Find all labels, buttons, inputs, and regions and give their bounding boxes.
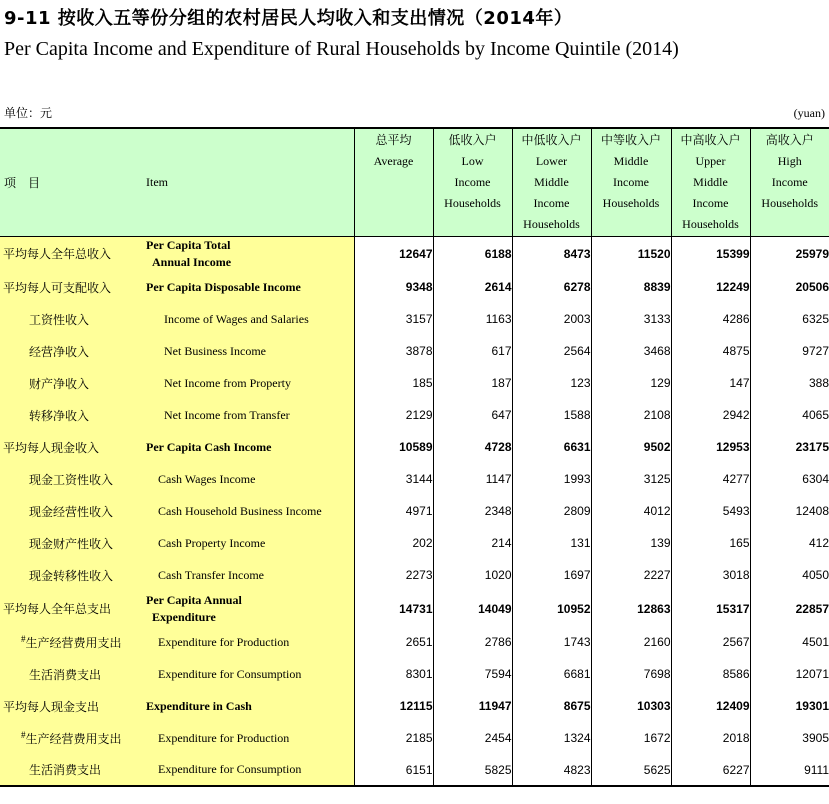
- value-cell: 1697: [512, 559, 591, 591]
- value-cell: 2348: [433, 495, 512, 527]
- value-cell: 9502: [591, 431, 671, 463]
- value-cell: 12409: [671, 690, 750, 722]
- column-header-english-line: Middle: [534, 175, 569, 189]
- value-cell: 15317: [671, 591, 750, 626]
- item-header-chinese: 项 目: [4, 176, 41, 190]
- value-cell: 8586: [671, 658, 750, 690]
- column-header-english-line: Households: [444, 196, 501, 210]
- column-header-chinese: 中等收入户: [600, 133, 661, 147]
- value-cell: 1324: [512, 722, 591, 754]
- value-cell: 10303: [591, 690, 671, 722]
- value-cell: 8473: [512, 236, 591, 271]
- value-cell: 4501: [750, 626, 829, 658]
- row-label-english: Per Capita Annual: [146, 592, 242, 607]
- value-cell: 14731: [354, 591, 433, 626]
- table-row: [0, 399, 829, 431]
- row-label-chinese: 平均每人全年总支出: [3, 602, 112, 616]
- row-label-cell: [0, 271, 354, 303]
- table-row: [0, 591, 829, 626]
- row-label-cell: [0, 495, 354, 527]
- table-row: [0, 431, 829, 463]
- value-cell: 1163: [433, 303, 512, 335]
- table-row: [0, 335, 829, 367]
- value-cell: 9111: [750, 754, 829, 786]
- row-label-english-continued: Expenditure: [152, 609, 216, 624]
- value-cell: 6278: [512, 271, 591, 303]
- value-cell: 2454: [433, 722, 512, 754]
- row-label-chinese: 财产净收入: [29, 376, 90, 391]
- table-row: [0, 495, 829, 527]
- column-header-english-line: Average: [373, 154, 414, 168]
- value-cell: 3468: [591, 335, 671, 367]
- value-cell: 9348: [354, 271, 433, 303]
- value-cell: 4012: [591, 495, 671, 527]
- value-cell: 187: [433, 367, 512, 399]
- column-header-english-line: Income: [454, 175, 491, 189]
- value-cell: 23175: [750, 431, 829, 463]
- row-label-english: Per Capita Cash Income: [146, 439, 272, 454]
- value-cell: 617: [433, 335, 512, 367]
- value-cell: 12408: [750, 495, 829, 527]
- value-cell: 2273: [354, 559, 433, 591]
- value-cell: 15399: [671, 236, 750, 271]
- value-cell: 6188: [433, 236, 512, 271]
- value-cell: 3905: [750, 722, 829, 754]
- table-row: [0, 754, 829, 786]
- value-cell: 6151: [354, 754, 433, 786]
- column-header-average: [354, 128, 433, 236]
- row-label-cell: [0, 303, 354, 335]
- value-cell: 25979: [750, 236, 829, 271]
- value-cell: 4065: [750, 399, 829, 431]
- value-cell: 214: [433, 527, 512, 559]
- unit-label-english: (yuan): [793, 106, 825, 120]
- column-header-english-line: Low: [461, 154, 484, 168]
- row-label-cell: [0, 591, 354, 626]
- value-cell: 123: [512, 367, 591, 399]
- value-cell: 2942: [671, 399, 750, 431]
- row-label-chinese: 平均每人现金收入: [3, 440, 100, 455]
- value-cell: 14049: [433, 591, 512, 626]
- column-header-english-line: Households: [761, 196, 819, 210]
- value-cell: 2160: [591, 626, 671, 658]
- value-cell: 1588: [512, 399, 591, 431]
- row-label-cell: [0, 658, 354, 690]
- row-label-english: Expenditure for Consumption: [158, 762, 302, 776]
- value-cell: 7698: [591, 658, 671, 690]
- row-label-chinese: 现金经营性收入: [29, 504, 114, 519]
- value-cell: 6681: [512, 658, 591, 690]
- row-label-chinese: 平均每人可支配收入: [3, 280, 112, 295]
- column-header-chinese: 中低收入户: [521, 133, 582, 147]
- value-cell: 11947: [433, 690, 512, 722]
- row-label-chinese: 现金财产性收入: [29, 536, 114, 551]
- row-label-cell: [0, 236, 354, 271]
- value-cell: 11520: [591, 236, 671, 271]
- value-cell: 6227: [671, 754, 750, 786]
- row-label-cell: [0, 690, 354, 722]
- value-cell: 3157: [354, 303, 433, 335]
- row-label-chinese: 平均每人全年总收入: [3, 247, 112, 262]
- value-cell: 5825: [433, 754, 512, 786]
- row-label-cell: [0, 722, 354, 754]
- value-cell: 2185: [354, 722, 433, 754]
- row-label-english: Income of Wages and Salaries: [164, 311, 309, 326]
- table-row: [0, 722, 829, 754]
- value-cell: 12115: [354, 690, 433, 722]
- value-cell: 131: [512, 527, 591, 559]
- row-label-chinese: 生产经营费用支出: [25, 731, 122, 746]
- column-header-english-line: Middle: [613, 154, 649, 168]
- table-header-row: [0, 128, 829, 236]
- value-cell: 12249: [671, 271, 750, 303]
- value-cell: 8301: [354, 658, 433, 690]
- row-label-english: Cash Wages Income: [158, 471, 256, 486]
- value-cell: 2108: [591, 399, 671, 431]
- column-header-english-line: Households: [523, 217, 580, 231]
- column-header-middle-income: [591, 128, 671, 236]
- column-header-chinese: 高收入户: [765, 133, 814, 147]
- item-header-english: Item: [146, 175, 168, 189]
- value-cell: 4050: [750, 559, 829, 591]
- row-label-english-continued: Annual Income: [152, 254, 232, 269]
- row-label-english: Expenditure for Production: [158, 730, 290, 745]
- value-cell: 2018: [671, 722, 750, 754]
- row-label-cell: [0, 335, 354, 367]
- column-header-english-line: Income: [613, 175, 649, 189]
- value-cell: 412: [750, 527, 829, 559]
- row-label-english: Expenditure for Production: [158, 634, 290, 649]
- value-cell: 20506: [750, 271, 829, 303]
- row-label-english: Cash Transfer Income: [158, 567, 264, 582]
- row-label-english: Expenditure for Consumption: [158, 666, 302, 681]
- value-cell: 388: [750, 367, 829, 399]
- column-header-high-income: [750, 128, 829, 236]
- table-row: [0, 271, 829, 303]
- value-cell: 3133: [591, 303, 671, 335]
- row-label-english: Net Business Income: [164, 343, 266, 358]
- row-label-cell: [0, 754, 354, 786]
- table-row: [0, 658, 829, 690]
- value-cell: 165: [671, 527, 750, 559]
- column-header-lower-middle-income: [512, 128, 591, 236]
- value-cell: 10952: [512, 591, 591, 626]
- value-cell: 4277: [671, 463, 750, 495]
- value-cell: 3018: [671, 559, 750, 591]
- row-label-english: Per Capita Total: [146, 237, 231, 252]
- row-label-chinese: 经营净收入: [29, 344, 90, 359]
- row-label-chinese: 生活消费支出: [29, 667, 102, 682]
- unit-label-chinese: 单位：元: [4, 106, 53, 120]
- value-cell: 22857: [750, 591, 829, 626]
- row-label-english: Net Income from Property: [164, 375, 291, 390]
- row-label-cell: [0, 367, 354, 399]
- row-label-cell: [0, 559, 354, 591]
- table-row: [0, 236, 829, 271]
- value-cell: 6631: [512, 431, 591, 463]
- column-header-upper-middle-income: [671, 128, 750, 236]
- value-cell: 4823: [512, 754, 591, 786]
- row-label-cell: [0, 399, 354, 431]
- value-cell: 202: [354, 527, 433, 559]
- value-cell: 4728: [433, 431, 512, 463]
- row-label-chinese: 现金转移性收入: [29, 568, 114, 583]
- value-cell: 1147: [433, 463, 512, 495]
- value-cell: 7594: [433, 658, 512, 690]
- value-cell: 6325: [750, 303, 829, 335]
- row-label-english: Cash Household Business Income: [158, 503, 322, 518]
- value-cell: 10589: [354, 431, 433, 463]
- value-cell: 5625: [591, 754, 671, 786]
- table-row: [0, 690, 829, 722]
- row-label-english: Expenditure in Cash: [146, 698, 252, 713]
- column-header-english-line: Households: [682, 217, 739, 231]
- row-label-english: Net Income from Transfer: [164, 407, 290, 422]
- column-header-english-line: Upper: [695, 154, 726, 168]
- value-cell: 8675: [512, 690, 591, 722]
- row-label-chinese: 现金工资性收入: [29, 472, 114, 487]
- column-header-chinese: 中高收入户: [680, 133, 741, 147]
- value-cell: 1020: [433, 559, 512, 591]
- table-row: [0, 626, 829, 658]
- column-header-english-line: Lower: [535, 154, 568, 168]
- value-cell: 4971: [354, 495, 433, 527]
- value-cell: 3878: [354, 335, 433, 367]
- value-cell: 647: [433, 399, 512, 431]
- table-row: [0, 559, 829, 591]
- table-row: [0, 303, 829, 335]
- value-cell: 2003: [512, 303, 591, 335]
- value-cell: 12863: [591, 591, 671, 626]
- column-header-english-line: High: [777, 154, 802, 168]
- value-cell: 185: [354, 367, 433, 399]
- column-header-english-line: Income: [692, 196, 729, 210]
- table-body: [0, 236, 829, 786]
- value-cell: 2129: [354, 399, 433, 431]
- row-label-chinese: 生产经营费用支出: [25, 635, 122, 650]
- value-cell: 12953: [671, 431, 750, 463]
- footnote-mark: #: [21, 729, 26, 740]
- value-cell: 2651: [354, 626, 433, 658]
- value-cell: 147: [671, 367, 750, 399]
- row-label-cell: [0, 431, 354, 463]
- column-header-english-line: Households: [602, 196, 660, 210]
- value-cell: 1993: [512, 463, 591, 495]
- item-column-header: [0, 128, 354, 236]
- value-cell: 12647: [354, 236, 433, 271]
- column-header-english-line: Income: [533, 196, 570, 210]
- value-cell: 6304: [750, 463, 829, 495]
- value-cell: 19301: [750, 690, 829, 722]
- value-cell: 139: [591, 527, 671, 559]
- column-header-low-income: [433, 128, 512, 236]
- value-cell: 3125: [591, 463, 671, 495]
- table-row: [0, 527, 829, 559]
- column-header-english-line: Income: [771, 175, 808, 189]
- value-cell: 2809: [512, 495, 591, 527]
- value-cell: 2227: [591, 559, 671, 591]
- income-expenditure-table: [0, 127, 829, 787]
- column-header-english-line: Middle: [693, 175, 728, 189]
- row-label-chinese: 平均每人现金支出: [3, 699, 100, 714]
- value-cell: 8839: [591, 271, 671, 303]
- table-title-english: Per Capita Income and Expenditure of Rural Households by Income Quintile (2014): [4, 38, 679, 60]
- row-label-cell: [0, 463, 354, 495]
- column-header-chinese: 低收入户: [448, 133, 497, 147]
- value-cell: 1672: [591, 722, 671, 754]
- row-label-cell: [0, 626, 354, 658]
- value-cell: 2567: [671, 626, 750, 658]
- value-cell: 12071: [750, 658, 829, 690]
- row-label-chinese: 工资性收入: [29, 312, 90, 327]
- column-header-chinese: 总平均: [375, 133, 412, 147]
- table-row: [0, 367, 829, 399]
- footnote-mark: #: [21, 633, 26, 644]
- value-cell: 5493: [671, 495, 750, 527]
- value-cell: 4875: [671, 335, 750, 367]
- table-row: [0, 463, 829, 495]
- row-label-chinese: 转移净收入: [29, 408, 90, 423]
- value-cell: 2614: [433, 271, 512, 303]
- value-cell: 9727: [750, 335, 829, 367]
- value-cell: 3144: [354, 463, 433, 495]
- value-cell: 4286: [671, 303, 750, 335]
- table-title-chinese: 9-11 按收入五等份分组的农村居民人均收入和支出情况（2014年）: [4, 8, 573, 29]
- row-label-chinese: 生活消费支出: [29, 763, 102, 777]
- row-label-english: Per Capita Disposable Income: [146, 279, 301, 294]
- value-cell: 2786: [433, 626, 512, 658]
- row-label-english: Cash Property Income: [158, 535, 266, 550]
- value-cell: 2564: [512, 335, 591, 367]
- value-cell: 1743: [512, 626, 591, 658]
- value-cell: 129: [591, 367, 671, 399]
- row-label-cell: [0, 527, 354, 559]
